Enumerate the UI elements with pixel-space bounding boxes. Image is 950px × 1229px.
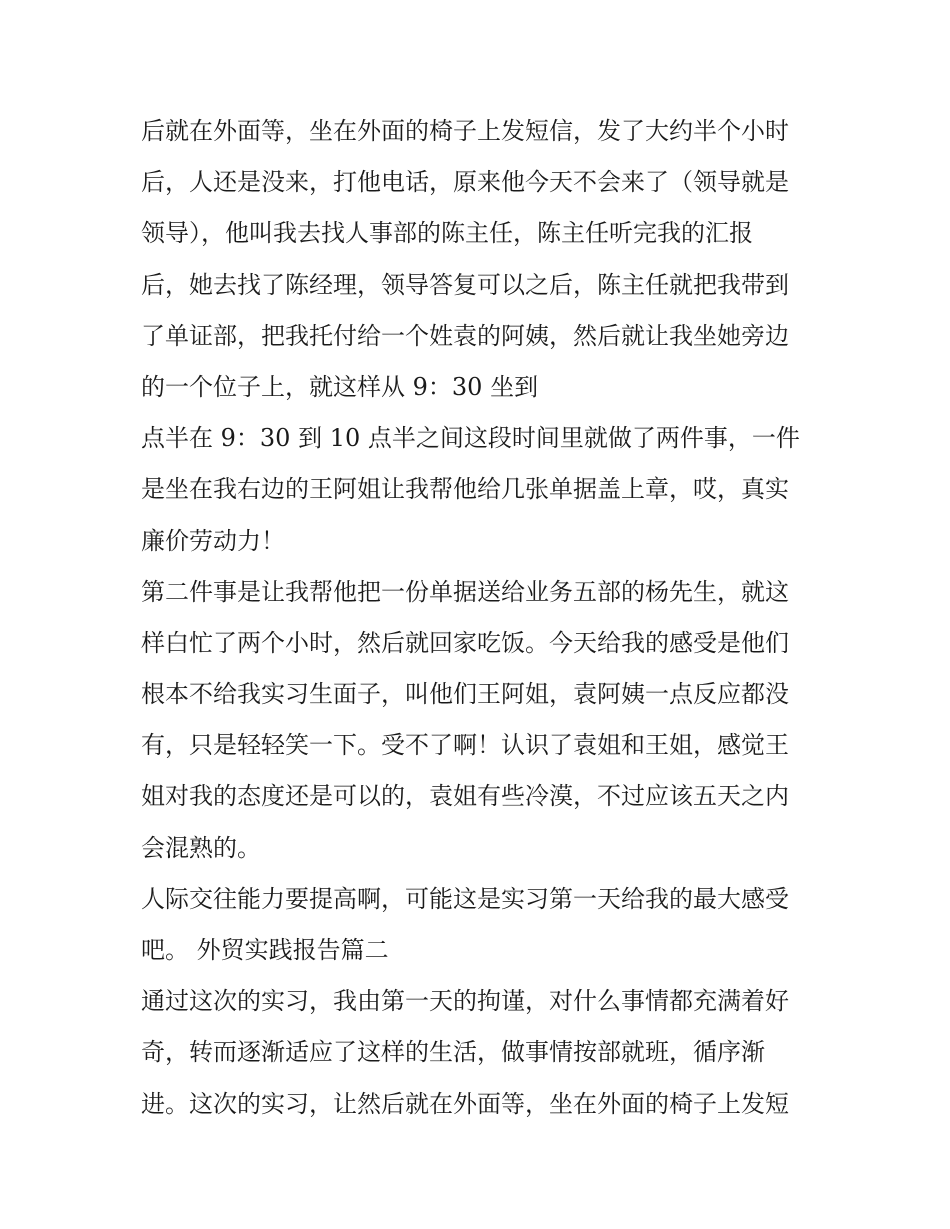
text-line: 第二件事是让我帮他把一份单据送给业务五部的杨先生，就这 [141, 577, 789, 606]
text-line: 吧。 外贸实践报告篇二 [141, 936, 389, 964]
text-line: 领导），他叫我去找人事部的陈主任，陈主任听完我的汇报 [141, 219, 753, 248]
text-line: 通过这次的实习，我由第一天的拘谨，对什么事情都充满着好 [141, 987, 789, 1016]
text-line: 后，她去找了陈经理，领导答复可以之后，陈主任就把我带到 [141, 270, 789, 299]
text-line: 后就在外面等，坐在外面的椅子上发短信，发了大约半个小时 [141, 117, 789, 145]
text-line: 后，人还是没来，打他电话，原来他今天不会来了（领导就是 [141, 168, 789, 197]
text-line: 点半在 9：30 到 10 点半之间这段时间里就做了两件事，一件 [141, 424, 800, 453]
text-line: 样白忙了两个小时，然后就回家吃饭。今天给我的感受是他们 [141, 628, 789, 657]
text-line: 根本不给我实习生面子，叫他们王阿姐，袁阿姨一点反应都没 [141, 680, 789, 709]
text-line: 奇，转而逐渐适应了这样的生活，做事情按部就班，循序渐 [141, 1038, 765, 1067]
text-line: 是坐在我右边的王阿姐让我帮他给几张单据盖上章，哎，真实 [141, 475, 789, 504]
text-line: 姐对我的态度还是可以的，袁姐有些冷漠，不过应该五天之内 [141, 782, 789, 811]
text-line: 人际交往能力要提高啊，可能这是实习第一天给我的最大感受 [141, 884, 789, 913]
body-text [141, 106, 813, 1130]
text-line: 进。这次的实习，让然后就在外面等，坐在外面的椅子上发短 [141, 1089, 789, 1118]
text-line: 廉价劳动力！ [141, 526, 285, 555]
text-line: 会混熟的。 [141, 833, 261, 862]
text-line: 了单证部，把我托付给一个姓袁的阿姨，然后就让我坐她旁边 [141, 321, 789, 350]
text-line: 的一个位子上，就这样从 9：30 坐到 [141, 372, 539, 401]
text-line: 有，只是轻轻笑一下。受不了啊！认识了袁姐和王姐，感觉王 [141, 731, 789, 760]
